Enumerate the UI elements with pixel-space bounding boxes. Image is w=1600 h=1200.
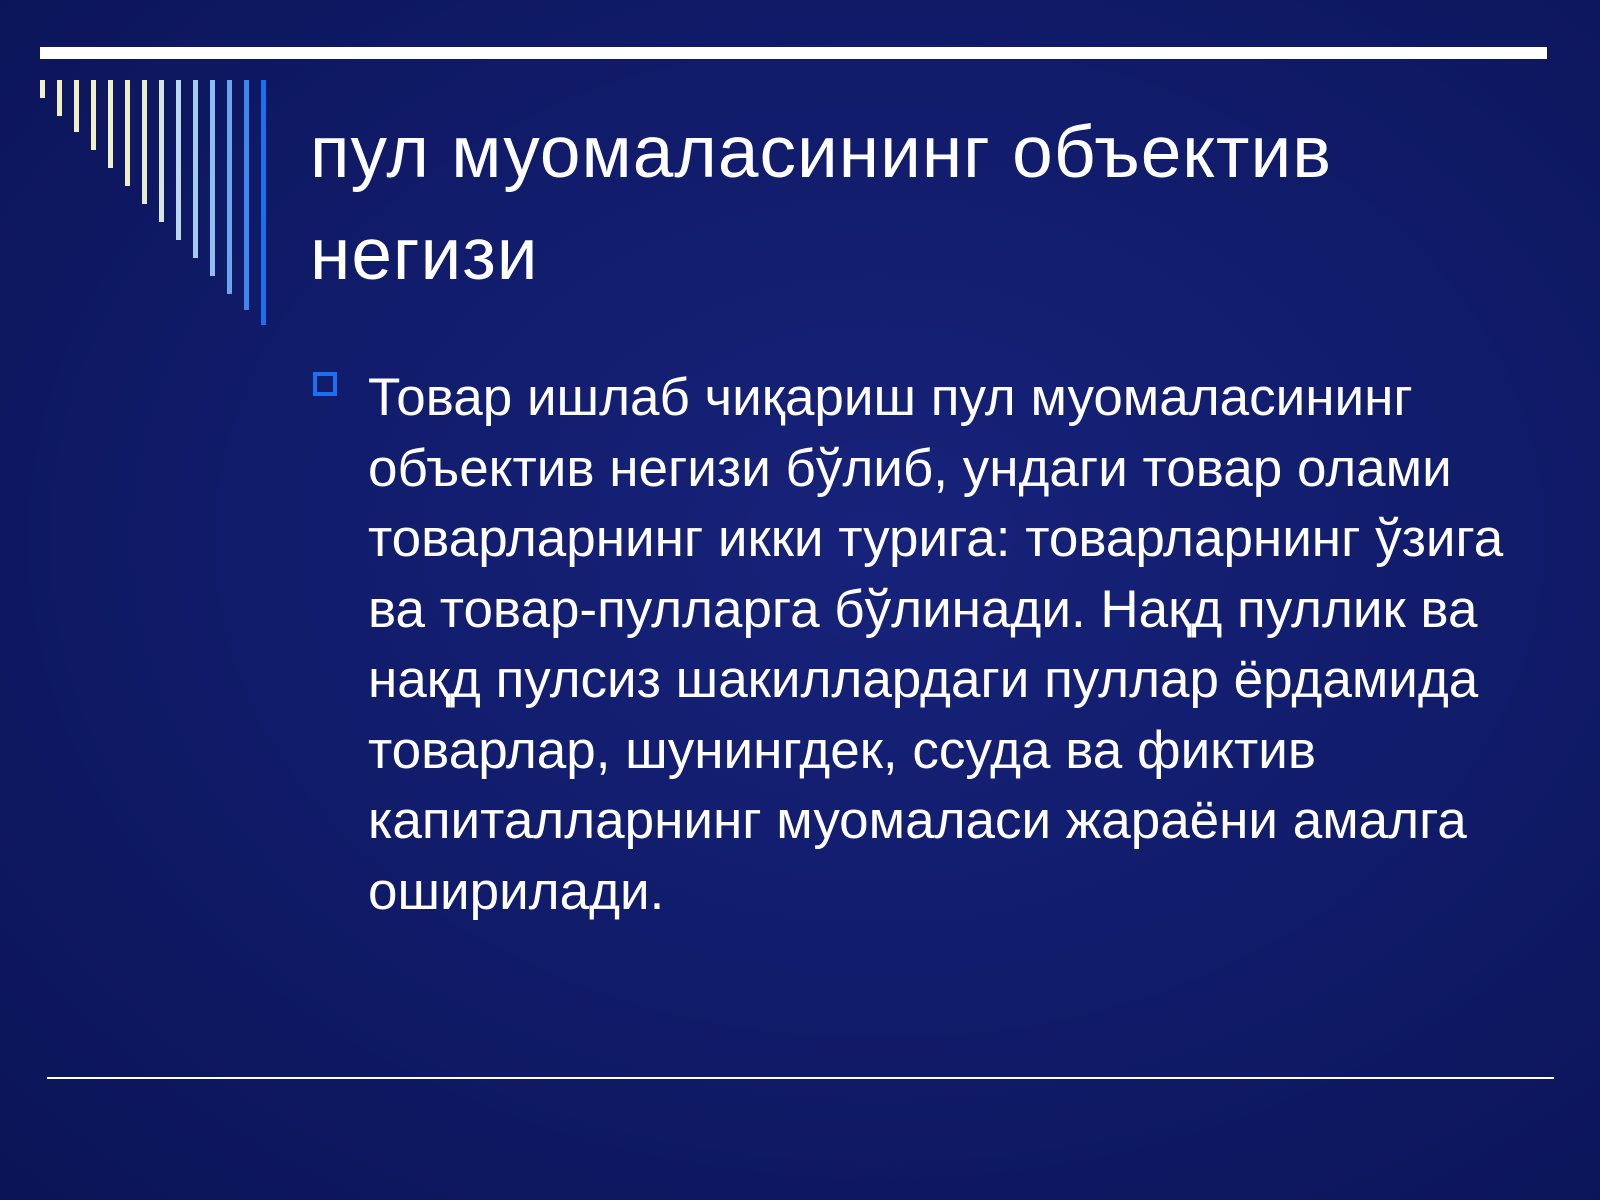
bullet-text: Товар ишлаб чиқариш пул муомаласининг объектив негизи бўлиб, ундаги товар олами товарларнинг икки турига: товарларнинг ўзига ва товар-пулларга бўлинади. Нақд пуллик ва нақд пулсиз шакиллардаги пуллар ёрдамида товарлар, шунингдек, ссуда ва фиктив капиталларнинг муомаласи жараёни амалга оширилади. <box>368 368 1504 921</box>
bottom-rule <box>47 1077 1554 1079</box>
stripe <box>125 80 130 186</box>
hollow-square-bullet-icon <box>313 372 337 396</box>
top-rule <box>40 47 1547 59</box>
stripe <box>193 80 198 258</box>
stripe <box>142 80 147 204</box>
stripe <box>176 80 181 240</box>
vertical-stripes-decoration <box>40 80 270 325</box>
stripe <box>91 80 96 150</box>
stripe <box>40 80 45 98</box>
stripe <box>261 80 266 325</box>
stripe <box>74 80 79 132</box>
stripe <box>227 80 232 294</box>
stripe <box>244 80 249 310</box>
stripe <box>159 80 164 222</box>
slide-title: пул муомаласининг объектив негизи <box>310 112 1333 295</box>
stripe <box>108 80 113 168</box>
stripe <box>210 80 215 276</box>
stripe <box>57 80 62 116</box>
